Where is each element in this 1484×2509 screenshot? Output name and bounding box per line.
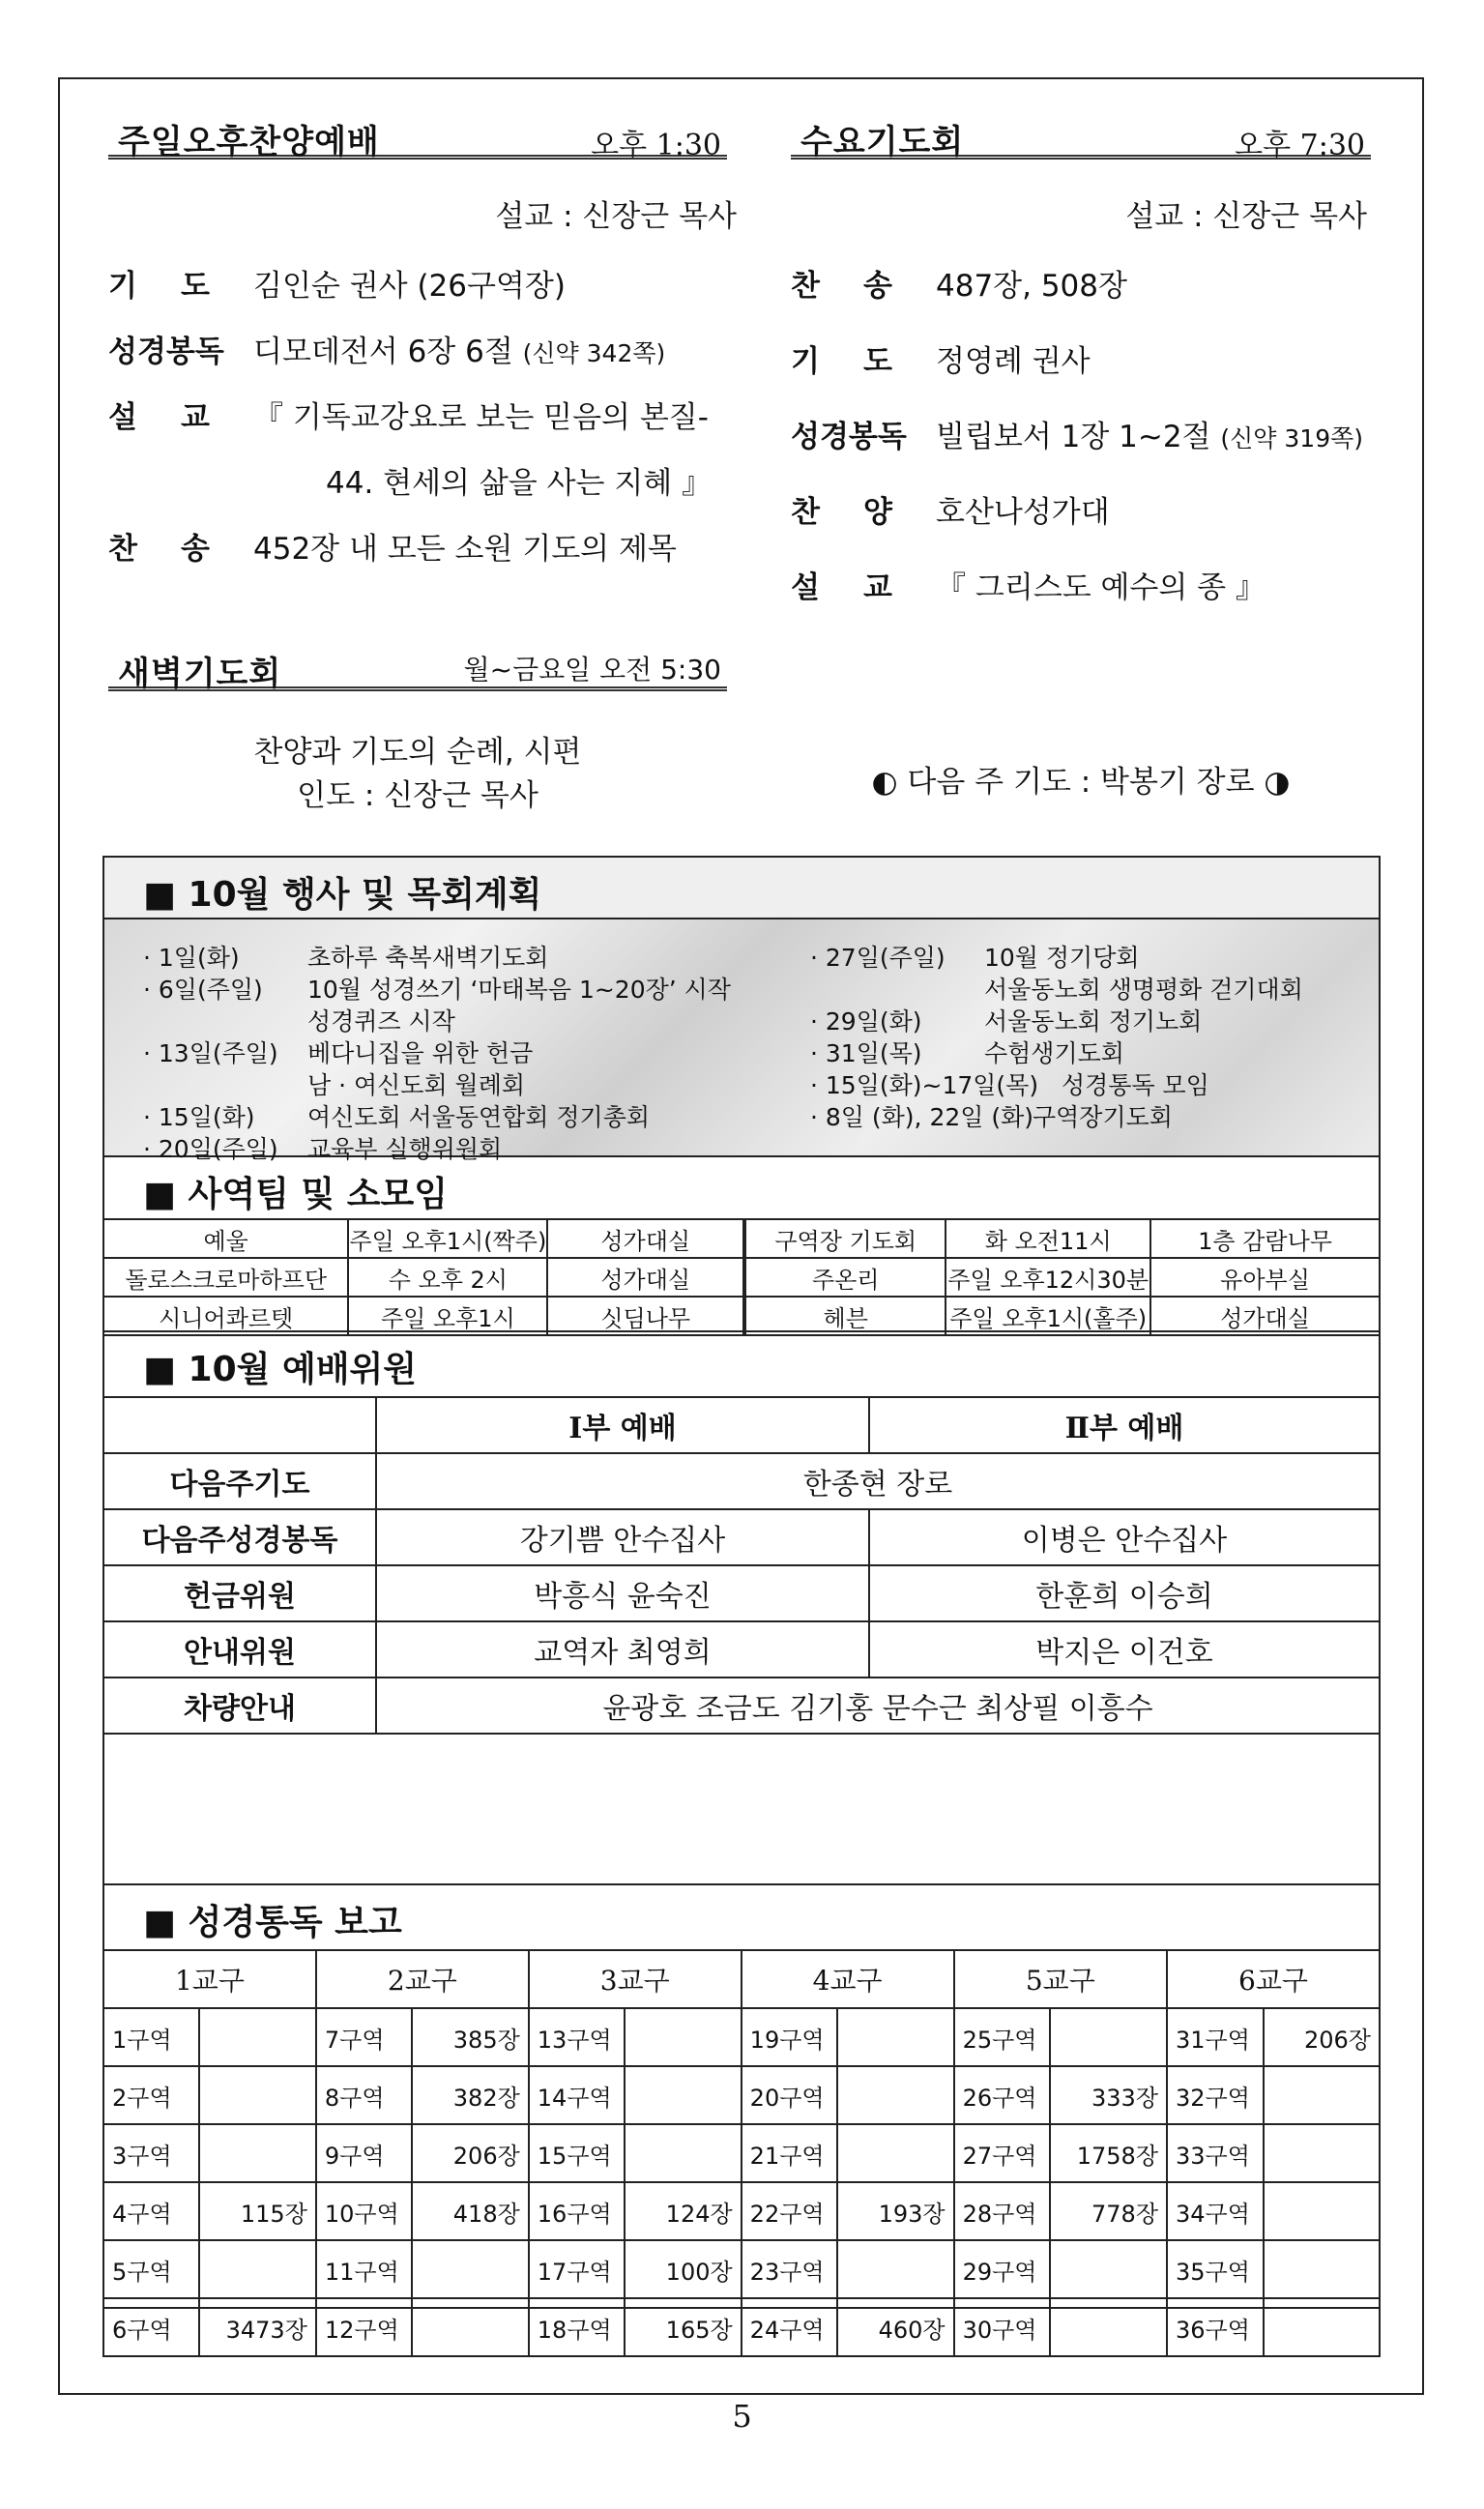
ministry-heading <box>104 1157 1379 1220</box>
district-name: 8구역 <box>316 2066 413 2124</box>
ministry-row <box>103 1258 1380 1297</box>
chapters-read <box>1050 2008 1167 2066</box>
ministry-row <box>103 1297 1380 1335</box>
program-label: 성경봉독 <box>108 335 224 369</box>
program-label-char: 교 <box>181 400 210 435</box>
program-label-char: 찬 <box>791 269 820 304</box>
district-name: 10구역 <box>316 2182 413 2240</box>
dawn-prayer-title: 새벽기도회 <box>118 655 282 693</box>
chapters-read: 124장 <box>625 2182 741 2240</box>
event-date: · 27일(주일) <box>810 944 946 972</box>
parish-header: 4교구 <box>742 1950 954 2008</box>
worship-role: 안내위원 <box>103 1621 376 1678</box>
event-description: 수험생기도회 <box>984 1039 1124 1067</box>
event-date: · 29일(화) <box>810 1007 922 1036</box>
program-label <box>791 336 892 380</box>
ministry-cell: 성가대실 <box>1150 1297 1380 1335</box>
program-label <box>108 261 210 305</box>
event-description: 교육부 실행위원회 <box>307 1135 503 1163</box>
church-info-box <box>102 856 1381 2344</box>
chapters-read: 206장 <box>1264 2008 1380 2066</box>
ministry-cell: 주일 오후1시(홀주) <box>946 1297 1150 1335</box>
event-description: 초하루 축복새벽기도회 <box>307 944 549 972</box>
event-description: 성경통독 모임 <box>1062 1071 1209 1099</box>
chapters-read <box>412 2240 528 2298</box>
event-description: 성경퀴즈 시작 <box>307 1007 455 1036</box>
chapters-read: 460장 <box>837 2298 953 2356</box>
program-text: 『 기독교강요로 보는 믿음의 본질- <box>253 400 709 435</box>
district-name: 4구역 <box>103 2182 199 2240</box>
district-name: 31구역 <box>1167 2008 1264 2066</box>
district-name: 7구역 <box>316 2008 413 2066</box>
sunday-service-time: 오후 1:30 <box>591 129 721 162</box>
district-name: 22구역 <box>742 2182 838 2240</box>
district-name: 30구역 <box>954 2298 1051 2356</box>
district-name: 33구역 <box>1167 2124 1264 2182</box>
ministry-cell: 주일 오후12시30분 <box>946 1258 1150 1297</box>
dawn-prayer-time: 월~금요일 오전 5:30 <box>463 654 721 686</box>
program-label-char: 교 <box>863 570 892 605</box>
event-description: 여신도회 서울동연합회 정기총회 <box>307 1103 650 1131</box>
ministry-row <box>103 1219 1380 1258</box>
report-row <box>103 2066 1380 2124</box>
worship-row <box>103 1509 1380 1565</box>
program-label-char: 송 <box>863 269 892 304</box>
worship-members: 윤광호 조금도 김기홍 문수근 최상필 이흥수 <box>376 1678 1380 1734</box>
worship-header-row <box>103 1397 1380 1453</box>
dawn-line-2: 인도 : 신장근 목사 <box>297 778 538 813</box>
worship-corner-cell <box>103 1397 376 1453</box>
program-text: 호산나성가대 <box>936 495 1110 530</box>
bible-report-title: ■ 성경통독 보고 <box>143 1903 402 1942</box>
district-name: 35구역 <box>1167 2240 1264 2298</box>
chapters-read: 418장 <box>412 2182 528 2240</box>
report-row <box>103 2298 1380 2356</box>
chapters-read <box>199 2124 316 2182</box>
ministry-cell: 주온리 <box>744 1258 946 1297</box>
chapters-read: 385장 <box>412 2008 528 2066</box>
district-name: 14구역 <box>529 2066 626 2124</box>
program-label <box>791 563 892 606</box>
october-events-panel <box>104 919 1379 1163</box>
report-row <box>103 2008 1380 2066</box>
program-text: 정영례 권사 <box>936 344 1091 379</box>
worship-staff-table <box>102 1396 1381 1735</box>
report-row <box>103 2240 1380 2298</box>
worship-members-service-1: 박흥식 윤숙진 <box>376 1565 869 1621</box>
event-date: · 8일 (화), 22일 (화) <box>810 1103 1034 1131</box>
parish-header: 5교구 <box>954 1950 1167 2008</box>
event-date: · 15일(화)~17일(목) <box>810 1071 1039 1099</box>
program-label-char: 찬 <box>108 532 137 567</box>
district-name: 16구역 <box>529 2182 626 2240</box>
sunday-service-header <box>108 111 727 160</box>
program-row <box>791 487 1110 531</box>
sunday-service-title: 주일오후찬양예배 <box>118 123 380 161</box>
chapters-read: 100장 <box>625 2240 741 2298</box>
district-name: 1구역 <box>103 2008 199 2066</box>
district-name: 11구역 <box>316 2240 413 2298</box>
dawn-line-1: 찬양과 기도의 순례, 시편 <box>253 735 582 770</box>
program-row <box>791 412 1363 455</box>
wednesday-preacher: 설교 : 신장근 목사 <box>1125 199 1367 234</box>
chapters-read: 206장 <box>412 2124 528 2182</box>
event-date: · 15일(화) <box>143 1103 255 1131</box>
chapters-read <box>1050 2240 1167 2298</box>
district-name: 18구역 <box>529 2298 626 2356</box>
program-note: (신약 319쪽) <box>1220 424 1364 452</box>
chapters-read <box>837 2008 953 2066</box>
program-text: 487장, 508장 <box>936 269 1127 304</box>
chapters-read <box>199 2008 316 2066</box>
program-label <box>791 261 892 305</box>
wednesday-service-time: 오후 7:30 <box>1235 129 1365 162</box>
chapters-read: 3473장 <box>199 2298 316 2356</box>
ministry-cell: 예울 <box>103 1219 348 1258</box>
chapters-read <box>199 2240 316 2298</box>
program-label-char: 양 <box>863 495 892 530</box>
district-name: 15구역 <box>529 2124 626 2182</box>
chapters-read: 382장 <box>412 2066 528 2124</box>
chapters-read: 115장 <box>199 2182 316 2240</box>
event-description: 10월 성경쓰기 ‘마태복음 1~20장’ 시작 <box>307 976 731 1004</box>
district-name: 17구역 <box>529 2240 626 2298</box>
district-name: 9구역 <box>316 2124 413 2182</box>
ministry-cell: 주일 오후1시(짝주) <box>348 1219 547 1258</box>
event-date: · 1일(화) <box>143 944 240 972</box>
report-header-row <box>103 1950 1380 2008</box>
program-label <box>108 524 210 568</box>
worship-members: 한종현 장로 <box>376 1453 1380 1509</box>
worship-col-2: Ⅱ부 예배 <box>869 1397 1380 1453</box>
event-date: · 6일(주일) <box>143 976 263 1004</box>
event-description: 서울동노회 정기노회 <box>984 1007 1203 1036</box>
bible-report-heading <box>104 1883 1379 1951</box>
program-text: 디모데전서 6장 6절 <box>253 335 523 369</box>
page-number: 5 <box>732 2398 752 2435</box>
ministry-cell: 유아부실 <box>1150 1258 1380 1297</box>
report-row <box>103 2182 1380 2240</box>
ministry-cell: 1층 감람나무 <box>1150 1219 1380 1258</box>
district-name: 28구역 <box>954 2182 1051 2240</box>
wednesday-service-title: 수요기도회 <box>800 123 965 161</box>
chapters-read <box>1264 2298 1380 2356</box>
district-name: 2구역 <box>103 2066 199 2124</box>
worship-members-service-2: 이병은 안수집사 <box>869 1509 1380 1565</box>
chapters-read <box>412 2298 528 2356</box>
worship-role: 차량안내 <box>103 1678 376 1734</box>
chapters-read: 193장 <box>837 2182 953 2240</box>
district-name: 23구역 <box>742 2240 838 2298</box>
bible-report-table <box>102 1949 1381 2357</box>
program-label-char: 기 <box>108 269 137 304</box>
sunday-preacher: 설교 : 신장근 목사 <box>495 199 737 234</box>
program-text: 44. 현세의 삶을 사는 지혜 』 <box>326 466 713 501</box>
event-description: 서울동노회 생명평화 걷기대회 <box>984 976 1303 1004</box>
program-text: 452장 내 모든 소원 기도의 제목 <box>253 532 677 567</box>
october-events-heading <box>104 858 1379 919</box>
event-date: · 20일(주일) <box>143 1135 278 1163</box>
ministry-cell: 성가대실 <box>547 1219 744 1258</box>
program-row <box>108 524 677 568</box>
program-label-char: 찬 <box>791 495 820 530</box>
worship-row <box>103 1565 1380 1621</box>
district-name: 24구역 <box>742 2298 838 2356</box>
program-label-char: 도 <box>181 269 210 304</box>
chapters-read <box>1050 2298 1167 2356</box>
chapters-read <box>625 2008 741 2066</box>
worship-members-service-2: 한훈희 이승희 <box>869 1565 1380 1621</box>
chapters-read <box>625 2066 741 2124</box>
district-name: 26구역 <box>954 2066 1051 2124</box>
ministry-cell: 구역장 기도회 <box>744 1219 946 1258</box>
district-name: 29구역 <box>954 2240 1051 2298</box>
chapters-read: 1758장 <box>1050 2124 1167 2182</box>
worship-members-service-1: 교역자 최영희 <box>376 1621 869 1678</box>
district-name: 21구역 <box>742 2124 838 2182</box>
worship-col-1: Ⅰ부 예배 <box>376 1397 869 1453</box>
program-row <box>326 458 712 502</box>
program-label-char: 설 <box>791 570 820 605</box>
chapters-read <box>1264 2124 1380 2182</box>
october-events-title: ■ 10월 행사 및 목회계획 <box>143 875 542 915</box>
event-date: · 13일(주일) <box>143 1039 278 1067</box>
district-name: 6구역 <box>103 2298 199 2356</box>
chapters-read <box>837 2124 953 2182</box>
program-row <box>108 327 665 370</box>
chapters-read <box>625 2124 741 2182</box>
program-label-char: 기 <box>791 344 820 379</box>
wednesday-service-header <box>791 111 1371 160</box>
chapters-read <box>837 2066 953 2124</box>
ministry-cell: 성가대실 <box>547 1258 744 1297</box>
ministry-title: ■ 사역팀 및 소모임 <box>143 1175 449 1214</box>
chapters-read: 165장 <box>625 2298 741 2356</box>
program-label <box>791 487 892 531</box>
district-name: 3구역 <box>103 2124 199 2182</box>
program-text: 김인순 권사 (26구역장) <box>253 269 566 304</box>
next-week-prayer: ◐ 다음 주 기도 : 박봉기 장로 ◑ <box>871 765 1291 800</box>
program-row <box>791 261 1127 305</box>
event-date: · 31일(목) <box>810 1039 922 1067</box>
district-name: 13구역 <box>529 2008 626 2066</box>
chapters-read <box>1264 2182 1380 2240</box>
ministry-cell: 돌로스크로마하프단 <box>103 1258 348 1297</box>
program-label <box>108 393 210 436</box>
program-label-char: 송 <box>181 532 210 567</box>
ministry-cell: 헤븐 <box>744 1297 946 1335</box>
chapters-read: 778장 <box>1050 2182 1167 2240</box>
program-text: 『 그리스도 예수의 종 』 <box>936 570 1266 605</box>
worship-role: 다음주성경봉독 <box>103 1509 376 1565</box>
district-name: 27구역 <box>954 2124 1051 2182</box>
program-text: 빌립보서 1장 1~2절 <box>936 420 1221 454</box>
worship-role: 다음주기도 <box>103 1453 376 1509</box>
parish-header: 1교구 <box>103 1950 316 2008</box>
chapters-read: 333장 <box>1050 2066 1167 2124</box>
event-description: 남 · 여신도회 월례회 <box>307 1071 525 1099</box>
worship-staff-title: ■ 10월 예배위원 <box>143 1350 418 1389</box>
program-note: (신약 342쪽) <box>522 339 666 367</box>
event-description: 구역장기도회 <box>1033 1103 1173 1131</box>
worship-row <box>103 1621 1380 1678</box>
dawn-prayer-header <box>108 643 727 691</box>
ministry-cell: 시니어콰르텟 <box>103 1297 348 1335</box>
program-row <box>108 261 566 305</box>
district-name: 19구역 <box>742 2008 838 2066</box>
worship-row <box>103 1678 1380 1734</box>
event-description: 베다니집을 위한 헌금 <box>307 1039 534 1067</box>
ministry-cell: 화 오전11시 <box>946 1219 1150 1258</box>
ministry-table <box>102 1218 1381 1336</box>
program-row <box>108 393 709 436</box>
district-name: 5구역 <box>103 2240 199 2298</box>
parish-header: 3교구 <box>529 1950 742 2008</box>
chapters-read <box>1264 2066 1380 2124</box>
program-label: 성경봉독 <box>791 420 907 454</box>
ministry-cell: 싯딤나무 <box>547 1297 744 1335</box>
district-name: 32구역 <box>1167 2066 1264 2124</box>
district-name: 34구역 <box>1167 2182 1264 2240</box>
district-name: 12구역 <box>316 2298 413 2356</box>
program-label-char: 설 <box>108 400 137 435</box>
event-description: 10월 정기당회 <box>984 944 1140 972</box>
program-label-char: 도 <box>863 344 892 379</box>
district-name: 20구역 <box>742 2066 838 2124</box>
report-row <box>103 2124 1380 2182</box>
district-name: 36구역 <box>1167 2298 1264 2356</box>
worship-members-service-2: 박지은 이건호 <box>869 1621 1380 1678</box>
worship-role: 헌금위원 <box>103 1565 376 1621</box>
chapters-read <box>1264 2240 1380 2298</box>
ministry-cell: 주일 오후1시 <box>348 1297 547 1335</box>
worship-members-service-1: 강기쁨 안수집사 <box>376 1509 869 1565</box>
district-name: 25구역 <box>954 2008 1051 2066</box>
chapters-read <box>199 2066 316 2124</box>
worship-row <box>103 1453 1380 1509</box>
parish-header: 6교구 <box>1167 1950 1380 2008</box>
program-row <box>791 563 1266 606</box>
chapters-read <box>837 2240 953 2298</box>
worship-staff-heading <box>104 1330 1379 1398</box>
ministry-cell: 수 오후 2시 <box>348 1258 547 1297</box>
program-row <box>791 336 1091 380</box>
parish-header: 2교구 <box>316 1950 529 2008</box>
